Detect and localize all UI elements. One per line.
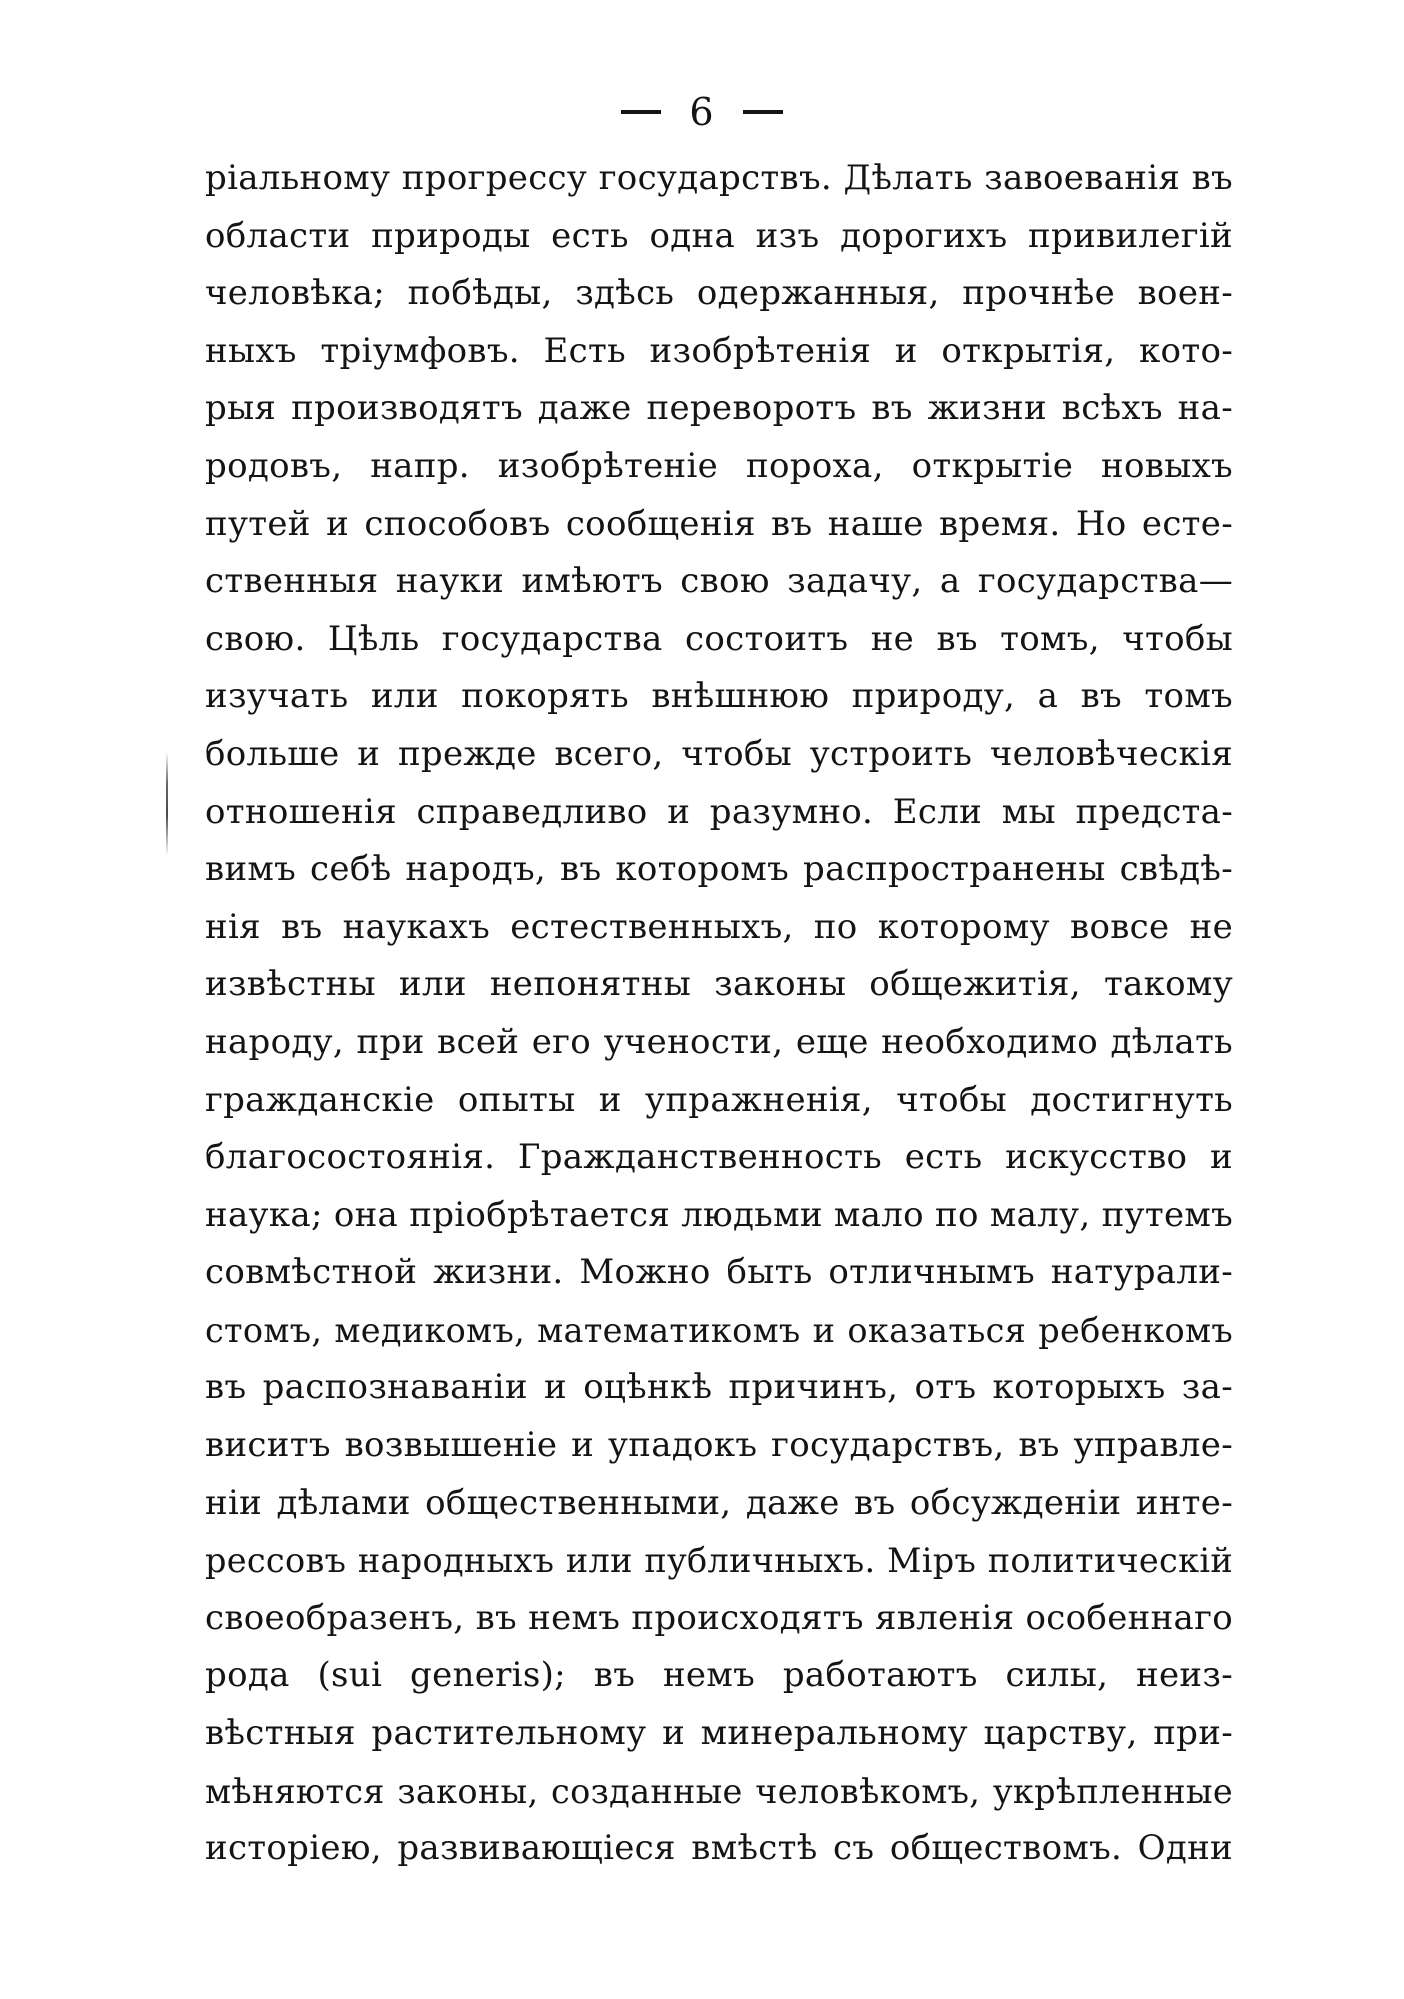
text-line: въ распознаваніи и оцѣнкѣ причинъ, отъ которыхъ за- bbox=[205, 1367, 1233, 1408]
text-line: стомъ, медикомъ, математикомъ и оказаться ребенкомъ bbox=[205, 1310, 1233, 1350]
left-dash bbox=[621, 110, 661, 114]
text-line: наука; она пріобрѣтается людьми мало по малу, путемъ bbox=[205, 1194, 1234, 1235]
text-line: рыя производятъ даже переворотъ въ жизни всѣхъ на- bbox=[205, 388, 1233, 429]
text-line: путей и способовъ сообщенія въ наше время. Но есте- bbox=[205, 503, 1233, 544]
page-header bbox=[0, 82, 1404, 142]
text-line: гражданскіе опыты и упражненія, чтобы достигнуть bbox=[205, 1079, 1233, 1120]
text-line: мѣняются законы, созданные человѣкомъ, укрѣпленные bbox=[205, 1771, 1233, 1811]
margin-pencil-mark bbox=[166, 752, 168, 856]
text-line: ніи дѣлами общественными, даже въ обсужденіи инте- bbox=[205, 1482, 1233, 1523]
text-line: своеобразенъ, въ немъ происходятъ явленія особеннаго bbox=[205, 1597, 1233, 1638]
text-line: ныхъ тріумфовъ. Есть изобрѣтенія и открытія, кото- bbox=[205, 330, 1233, 371]
text-line: исторіею, развивающіеся вмѣстѣ съ обществомъ. Одни bbox=[205, 1828, 1233, 1869]
text-line: отношенія справедливо и разумно. Если мы предста- bbox=[205, 791, 1233, 832]
text-line: ріальному прогрессу государствъ. Дѣлать завоеванія въ bbox=[205, 158, 1233, 198]
text-line: нія въ наукахъ естественныхъ, по которому вовсе не bbox=[205, 906, 1233, 947]
text-line: вимъ себѣ народъ, въ которомъ распространены свѣдѣ- bbox=[205, 849, 1233, 890]
text-line: совмѣстной жизни. Можно быть отличнымъ натурали- bbox=[205, 1252, 1233, 1293]
right-dash bbox=[743, 110, 783, 114]
page-number: 6 bbox=[689, 90, 715, 134]
text-line: изучать или покорять внѣшнюю природу, а въ томъ bbox=[205, 676, 1233, 717]
text-line: вѣстныя растительному и минеральному царству, при- bbox=[205, 1713, 1233, 1754]
text-line: родовъ, напр. изобрѣтеніе пороха, открытіе новыхъ bbox=[205, 445, 1233, 486]
text-line: рессовъ народныхъ или публичныхъ. Міръ политическій bbox=[205, 1541, 1233, 1581]
text-line: рода (sui generis); въ немъ работаютъ силы, неиз- bbox=[205, 1655, 1233, 1696]
text-line: человѣка; побѣды, здѣсь одержанныя, прочнѣе воен- bbox=[205, 273, 1233, 314]
text-line: народу, при всей его учености, еще необходимо дѣлать bbox=[205, 1021, 1233, 1062]
text-line: больше и прежде всего, чтобы устроить человѣческія bbox=[205, 733, 1233, 774]
text-line: свою. Цѣль государства состоитъ не въ томъ, чтобы bbox=[205, 618, 1233, 659]
text-line: благосостоянія. Гражданственность есть искусство и bbox=[205, 1137, 1233, 1178]
text-line: виситъ возвышеніе и упадокъ государствъ, въ управле- bbox=[205, 1425, 1233, 1466]
text-line: ственныя науки имѣютъ свою задачу, а государства— bbox=[205, 561, 1233, 602]
text-line: извѣстны или непонятны законы общежитія, такому bbox=[205, 964, 1233, 1005]
text-line: области природы есть одна изъ дорогихъ привилегій bbox=[205, 215, 1233, 256]
body-text bbox=[205, 150, 1233, 1878]
